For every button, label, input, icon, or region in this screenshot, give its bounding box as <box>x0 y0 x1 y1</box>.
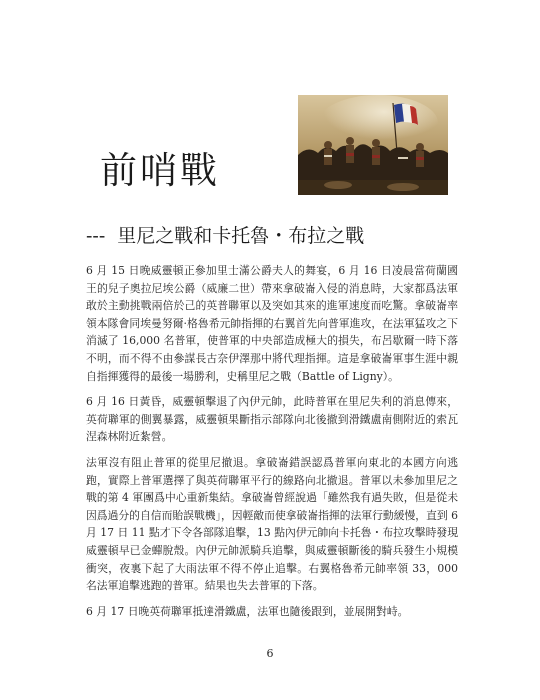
body-text <box>86 262 458 628</box>
paragraph-ligny: 6 月 15 日晚威靈頓正參加里士滿公爵夫人的舞宴，6 月 16 日凌晨當荷蘭國王的兒子奧拉尼埃公爵（威廉二世）帶來拿破崙入侵的消息時，大家都爲法軍敢於主動挑戰兩倍於己的英普聯軍以及突如其來的進軍速度而吃驚。拿破崙率領本隊會同埃曼努爾·格魯希元帥指揮的右翼首先向普軍進攻，在法軍猛攻之下消滅了 16,000 名普軍，使普軍的中央部造成極大的損失，布呂歇爾一時下落不明，而不得不由參謀長古奈伊澤那中將代理指揮。這是拿破崙軍事生涯中親自指揮獲得的最後一場勝利，史稱里尼之戰（Battle of Ligny）。 <box>86 264 458 383</box>
paragraph-wellington-retreat: 6 月 16 日黃昏，威靈頓擊退了內伊元帥，此時普軍在里尼失利的消息傳來，英荷聯軍的側翼暴露，威靈頓果斷指示部隊向北後撤到滑鐵盧南側附近的索瓦涅森林附近紮營。 <box>86 395 458 444</box>
subtitle-dash: --- <box>86 225 106 247</box>
page-number: 6 <box>266 647 274 660</box>
section-subtitle <box>86 223 364 249</box>
page-title: 前哨戰 <box>100 149 220 192</box>
painting-ground <box>298 180 448 195</box>
battle-painting-svg <box>298 95 448 195</box>
paragraph-prussian-withdrawal: 法軍沒有阻止普軍的從里尼撤退。拿破崙錯誤認爲普軍向東北的本國方向逃跑，實際上普軍選擇了與英荷聯軍平行的線路向北撤退。普軍以未參加里尼之戰的第 4 軍團爲中心重新集結。拿破崙曾經說過「雖然我有過失敗，但是從未因爲過分的自信而貽誤戰機」，因輕敵而使拿破崙指揮的法軍行動緩慢，直到 6 月 17 日 11 點才下令各部隊追擊，13 點內伊元帥向卡托魯・布拉攻擊時發現威靈頓早已金蟬脫殼。內伊元帥派騎兵追擊，與威靈頓斷後的騎兵發生小規模衝突，夜裏下起了大雨法軍不得不停止追擊。右翼格魯希元帥率領 33，000 名法軍追擊逃跑的普軍。結果也失去普軍的下落。 <box>86 455 458 593</box>
paragraph-waterloo-arrival: 6 月 17 日晚英荷聯軍抵達滑鐵盧，法軍也隨後跟到，並展開對峙。 <box>86 604 409 618</box>
battle-painting-image <box>298 95 448 195</box>
subtitle-text: 里尼之戰和卡托魯・布拉之戰 <box>117 225 365 247</box>
